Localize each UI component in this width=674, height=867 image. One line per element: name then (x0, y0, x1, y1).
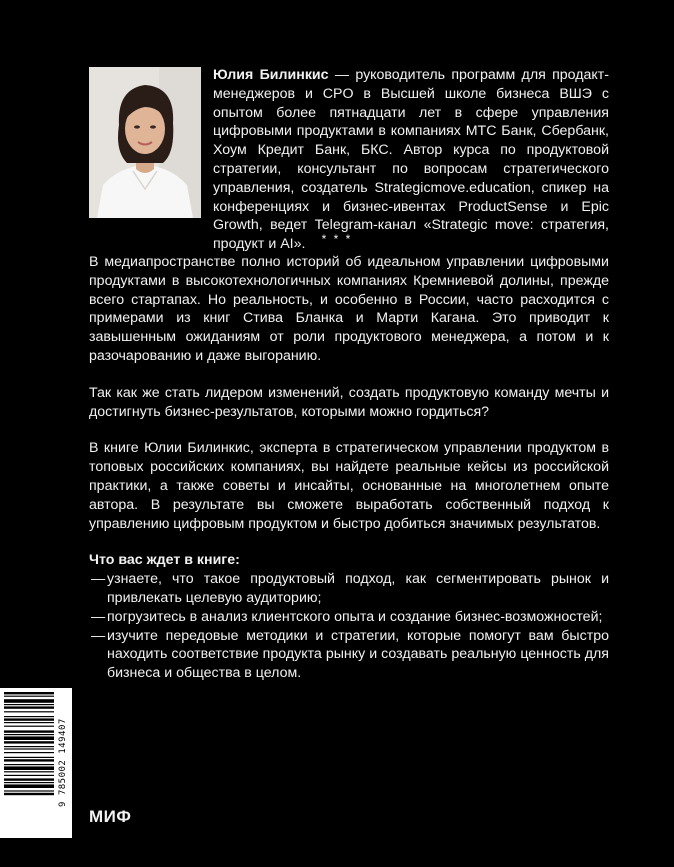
barcode-bar (4, 793, 54, 795)
barcode-bar (4, 766, 54, 770)
barcode-bar (4, 778, 54, 780)
publisher-logo: МИФ (89, 807, 132, 826)
list-item-text: узнаете, что такое продуктовый подход, как сегментировать рынок и привлекать целевую аудиторию; (107, 571, 609, 606)
barcode-bar (4, 759, 54, 761)
list-item-text: изучите передовые методики и стратегии, которые помогут вам быстро находить соответствие продукта рынку и создавать реальную ценность для бизнеса и общества в целом. (107, 627, 609, 682)
barcode-bar (4, 741, 54, 743)
barcode-bar (4, 722, 54, 723)
description-paragraph: В медиапространстве полно историй об идеальном управлении цифровыми продуктами в высокотехнологичных компаниях Кремниевой долины, прежде всего стартапах. Но реальность, и особенно в России, часто расходится с примерами из книг Стива Бланка и Марти Кагана. Это приводит к завышенным ожиданиям от роли продуктового менеджера, а потом и к разочарованию и даже выгоранию. (89, 254, 609, 364)
author-portrait-illustration (89, 67, 201, 218)
author-name: Юлия Билинкис (213, 67, 329, 83)
barcode-bar (4, 711, 54, 712)
barcode-bar (4, 736, 54, 740)
isbn-barcode (0, 688, 72, 838)
barcode-bar (4, 790, 54, 791)
book-description (89, 253, 609, 683)
barcode-bar (4, 775, 54, 776)
author-bio-text: — руководитель программ для продакт-менеджеров и CPO в Высшей школе бизнеса ВШЭ с опытом более пятнадцати лет в сфере управления цифровыми продуктами в компаниях МТС Банк, Сбербанк, Хоум Кредит Банк, БКС. Автор курса по продуктовой стратегии, консультант по вопросам стратегического управления, создатель Strategicmove.education, спикер на конференциях и бизнес-ивентах ProductSense и Epic Growth, ведет Telegram-канал «Strategic move: стратегия, продукт и AI». (213, 67, 610, 253)
barcode-bar (4, 696, 54, 697)
description-paragraph: В книге Юлии Билинкис, эксперта в стратегическом управлении продуктом в топовых российских компаниях, вы найдете реальные кейсы из российской практики, а также советы и инсайты, основанные на многолетнем опыте автора. В результате вы сможете выработать собственный подход к управлению цифровым продуктом и быстро добиться значимых результатов. (89, 440, 609, 532)
barcode-bar (4, 699, 54, 703)
author-photo (89, 67, 201, 218)
list-heading: Что вас ждет в книге: (89, 552, 240, 569)
barcode-bar (4, 764, 54, 765)
benefits-list (89, 570, 609, 683)
barcode-bar (4, 746, 54, 747)
barcode-bar (4, 748, 54, 749)
barcode-bar (4, 716, 54, 717)
barcode-bars (0, 688, 56, 838)
list-item (89, 627, 609, 683)
description-paragraph: Так как же стать лидером изменений, создать продуктовую команду мечты и достигнуть бизнес-результатов, которыми можно гордиться? (89, 384, 609, 420)
barcode-bar (4, 730, 54, 732)
list-dash: — (91, 571, 106, 588)
author-bio (213, 66, 609, 254)
isbn-number: 9 785002 149407 (58, 718, 68, 808)
list-dash: — (91, 627, 106, 644)
list-item-text: погрузитесь в анализ клиентского опыта и создание бизнес-возможностей; (107, 608, 603, 625)
barcode-bar (4, 782, 54, 783)
barcode-bar (4, 752, 54, 753)
barcode-bar (4, 771, 54, 772)
barcode-bar (4, 757, 54, 758)
list-dash: — (91, 608, 106, 625)
list-item (89, 570, 609, 608)
barcode-bar (4, 734, 54, 735)
barcode-bar (4, 726, 54, 727)
barcode-bar (4, 784, 54, 788)
section-separator: * * * (321, 232, 353, 246)
barcode-bar (4, 704, 54, 705)
barcode-bar (4, 692, 54, 694)
barcode-bar (4, 706, 54, 708)
list-item (89, 608, 609, 627)
barcode-bar (4, 718, 54, 720)
